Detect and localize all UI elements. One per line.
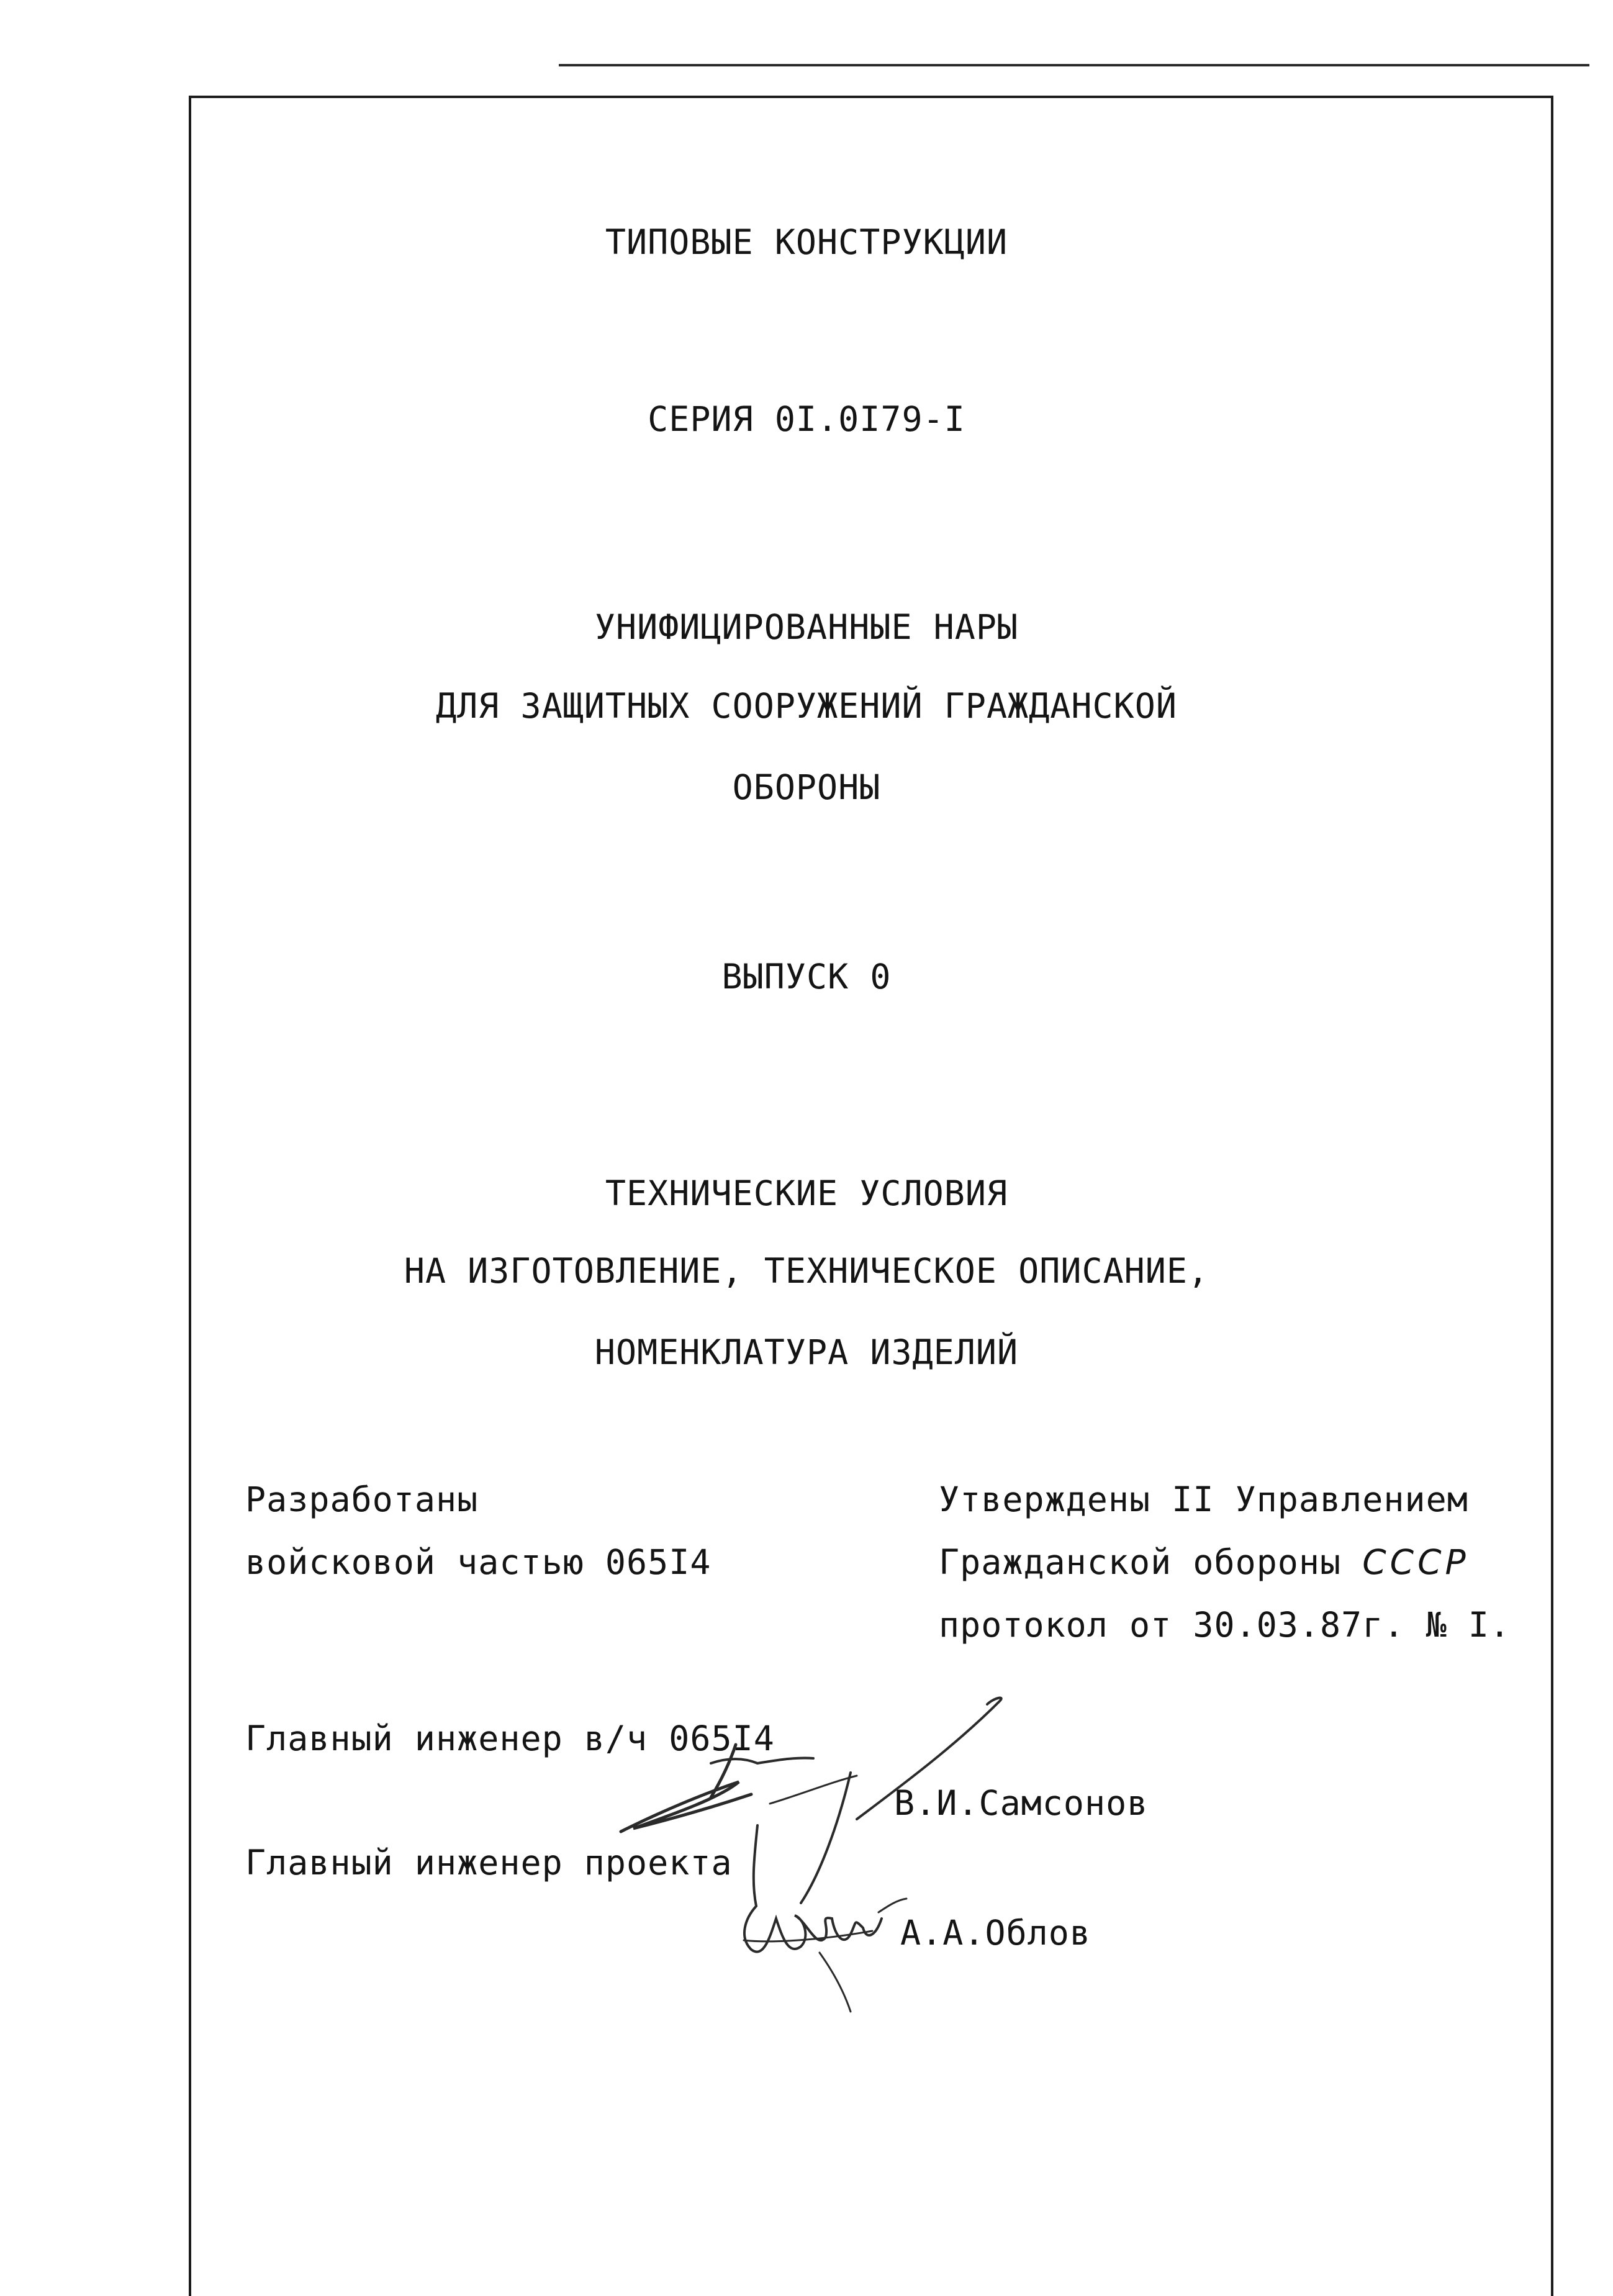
approved-line-3: протокол от 30.03.87г. № I. bbox=[939, 1605, 1511, 1645]
approved-line-2 bbox=[939, 1540, 1470, 1584]
signatory-1-name: В.И.Самсонов bbox=[894, 1783, 1149, 1823]
title-line-2: ДЛЯ ЗАЩИТНЫХ СООРУЖЕНИЙ ГРАЖДАНСКОЙ bbox=[436, 686, 1177, 726]
title-line-1: УНИФИЦИРОВАННЫЕ НАРЫ bbox=[594, 607, 1019, 647]
signature-oblov bbox=[726, 1813, 925, 2018]
signatory-1-role: Главный инженер в/ч 065I4 bbox=[245, 1719, 775, 1758]
developed-line-2: войсковой частью 065I4 bbox=[245, 1542, 712, 1582]
category-heading: ТИПОВЫЕ КОНСТРУКЦИИ bbox=[605, 222, 1008, 262]
issue-number: ВЫПУСК 0 bbox=[721, 957, 892, 997]
approved-handwritten-country: СССР bbox=[1362, 1542, 1470, 1582]
approved-line-2-typed: Гражданской обороны bbox=[939, 1542, 1363, 1582]
subtitle-line-3: НОМЕНКЛАТУРА ИЗДЕЛИЙ bbox=[594, 1332, 1019, 1372]
signatory-2-name: А.А.Облов bbox=[900, 1913, 1091, 1953]
subtitle-line-2: НА ИЗГОТОВЛЕНИЕ, ТЕХНИЧЕСКОЕ ОПИСАНИЕ, bbox=[404, 1251, 1209, 1291]
title-line-3: ОБОРОНЫ bbox=[732, 767, 881, 807]
top-rule bbox=[559, 64, 1589, 66]
series-number: СЕРИЯ 0I.0I79-I bbox=[648, 399, 965, 439]
developed-line-1: Разработаны bbox=[245, 1480, 479, 1519]
signatory-2-role: Главный инженер проекта bbox=[245, 1843, 733, 1882]
subtitle-line-1: ТЕХНИЧЕСКИЕ УСЛОВИЯ bbox=[605, 1173, 1008, 1213]
approved-line-1: Утверждены II Управлением bbox=[939, 1480, 1468, 1519]
